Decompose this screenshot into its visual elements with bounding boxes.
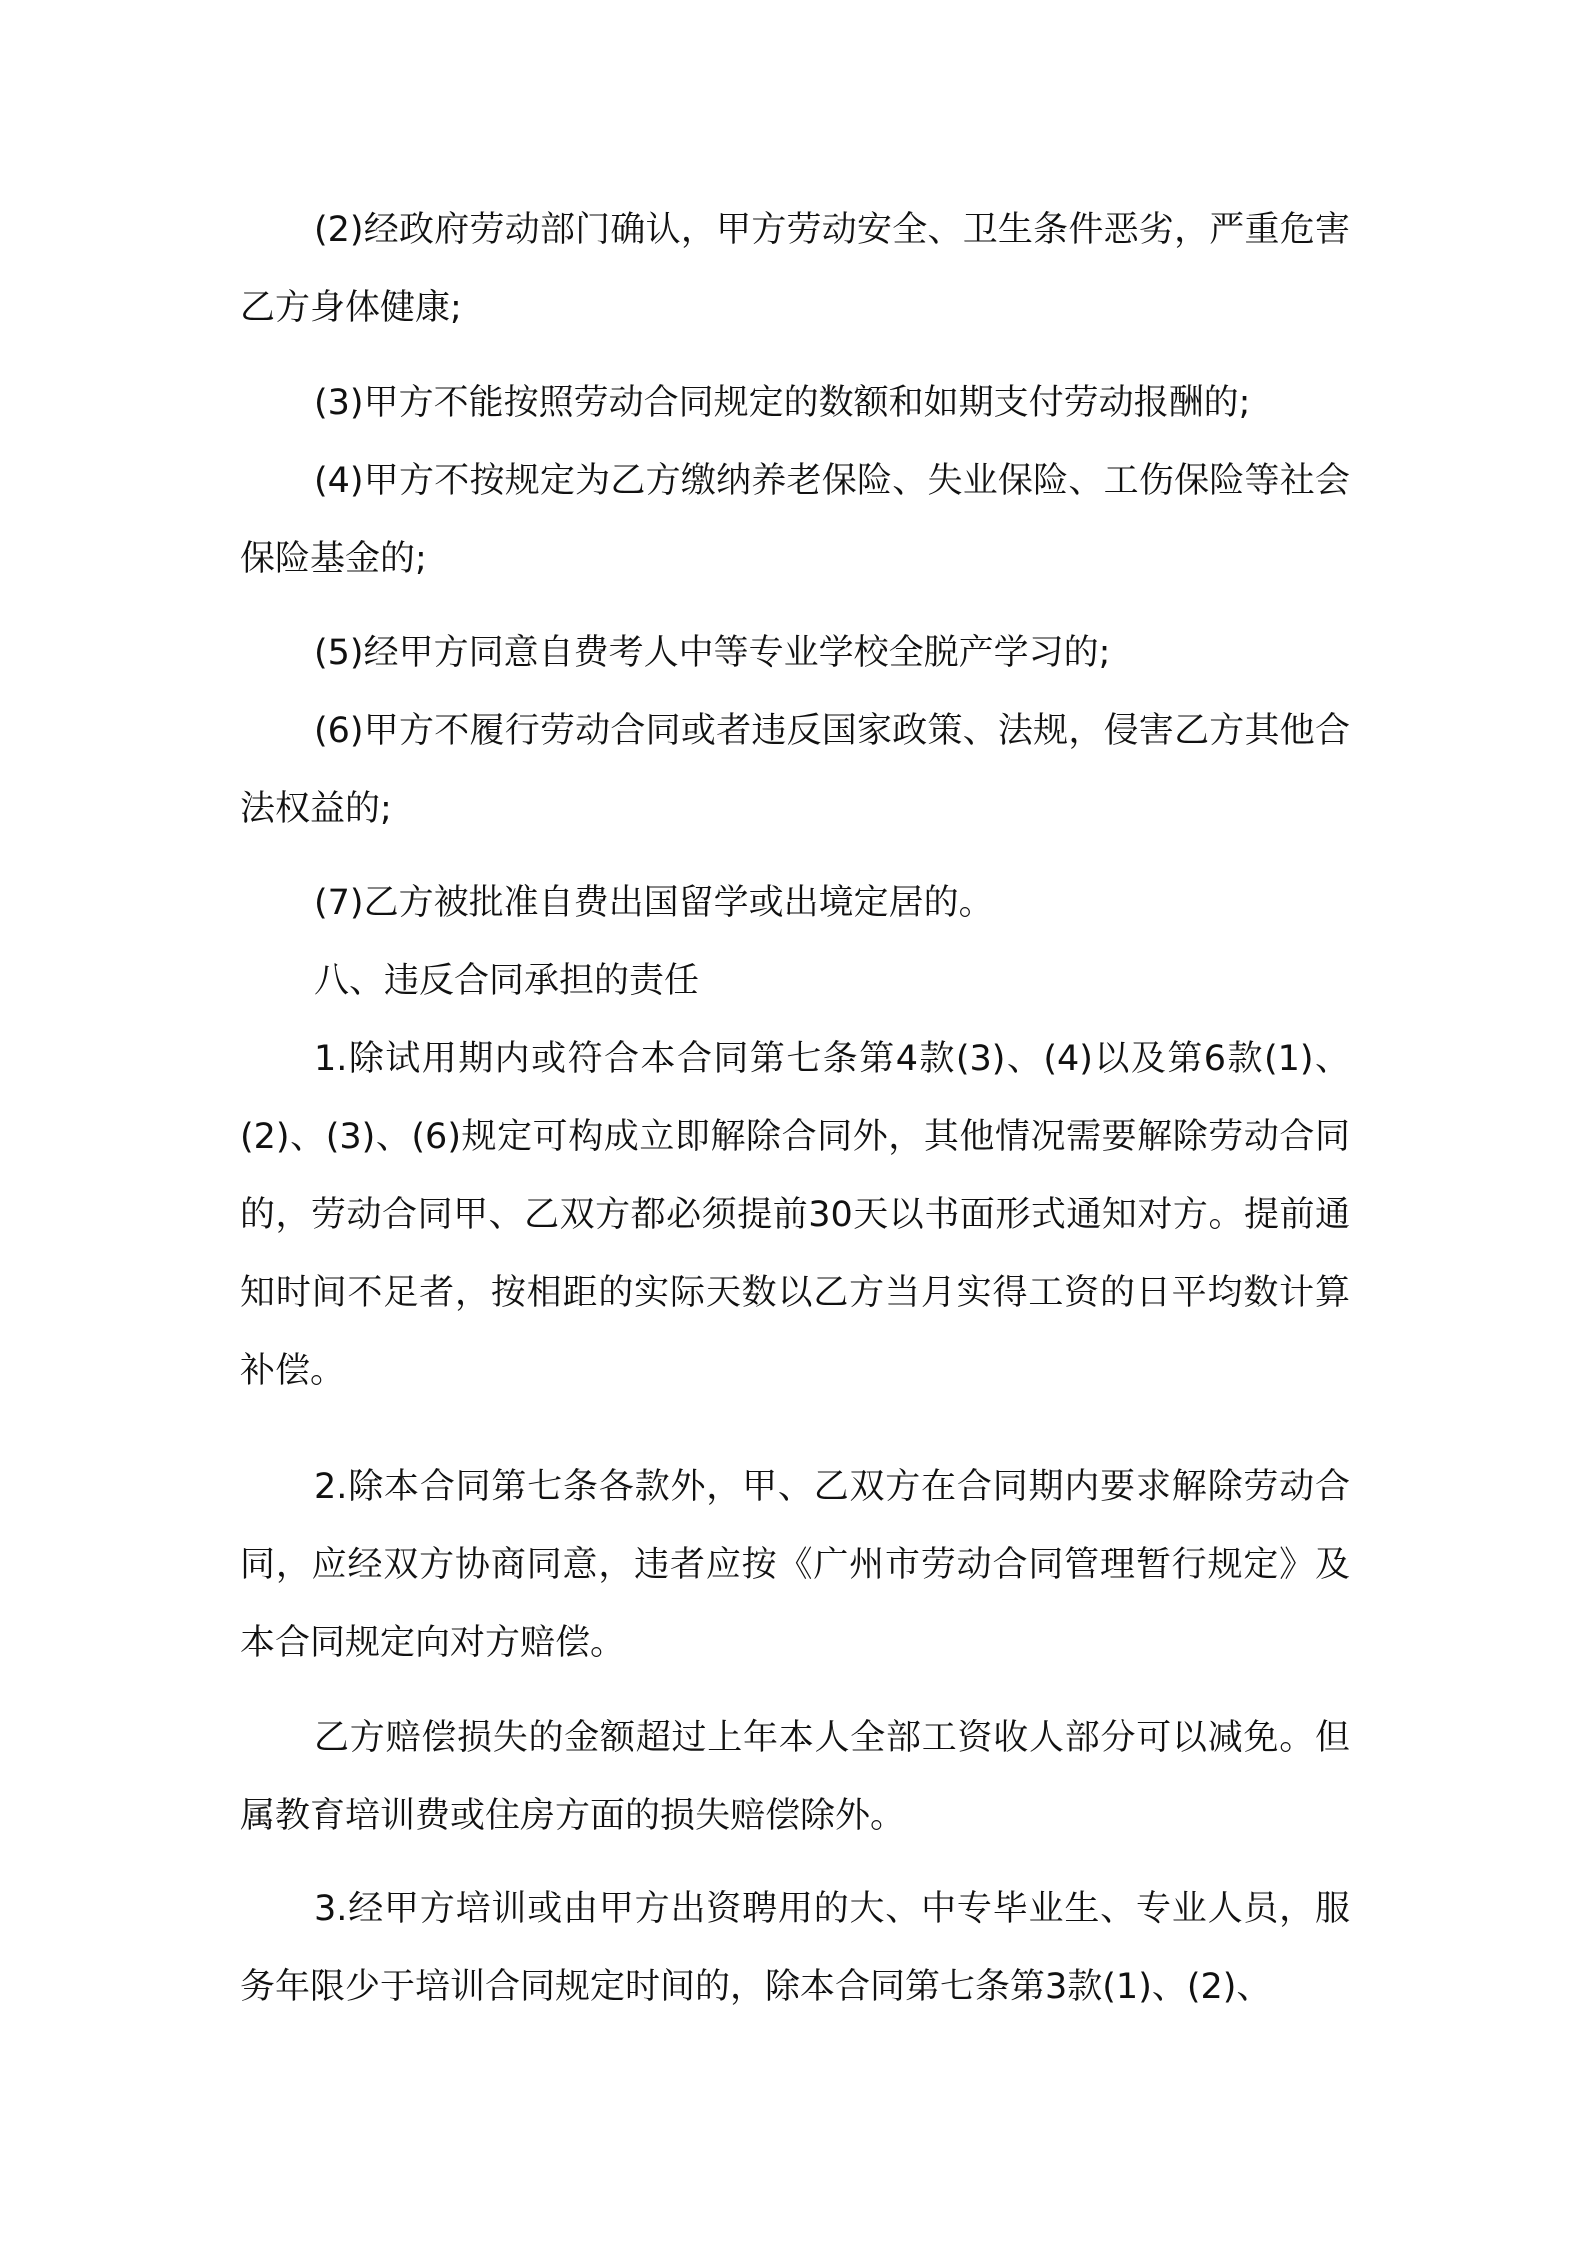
paragraph-clause-7-7: (7)乙方被批准自费出国留学或出境定居的。 bbox=[314, 883, 994, 923]
paragraph-clause-7-5: (5)经甲方同意自费考人中等专业学校全脱产学习的; bbox=[314, 633, 1111, 673]
paragraph-clause-7-3: (3)甲方不能按照劳动合同规定的数额和如期支付劳动报酬的; bbox=[314, 383, 1251, 423]
paragraph-clause-8-3: 3.经甲方培训或由甲方出资聘用的大、中专毕业生、专业人员，服务年限少于培训合同规定时间的，除本合同第七条第3款(1)、(2)、 bbox=[240, 1889, 1350, 2007]
paragraph-clause-7-2: (2)经政府劳动部门确认，甲方劳动安全、卫生条件恶劣，严重危害乙方身体健康; bbox=[240, 210, 1350, 328]
paragraph-clause-8-2: 2.除本合同第七条各款外，甲、乙双方在合同期内要求解除劳动合同，应经双方协商同意，违者应按《广州市劳动合同管理暂行规定》及本合同规定向对方赔偿。 bbox=[240, 1467, 1350, 1663]
paragraph-clause-7-4: (4)甲方不按规定为乙方缴纳养老保险、失业保险、工伤保险等社会保险基金的; bbox=[240, 461, 1350, 579]
paragraph-clause-8-2-note: 乙方赔偿损失的金额超过上年本人全部工资收人部分可以减免。但属教育培训费或住房方面的损失赔偿除外。 bbox=[240, 1718, 1350, 1836]
paragraph-clause-7-6: (6)甲方不履行劳动合同或者违反国家政策、法规，侵害乙方其他合法权益的; bbox=[240, 711, 1350, 829]
section-heading-8: 八、违反合同承担的责任 bbox=[314, 961, 700, 1001]
paragraph-clause-8-1: 1.除试用期内或符合本合同第七条第4款(3)、(4)以及第6款(1)、(2)、(3)、(6)规定可构成立即解除合同外，其他情况需要解除劳动合同的，劳动合同甲、乙双方都必须提前30天以书面形式通知对方。提前通知时间不足者，按相距的实际天数以乙方当月实得工资的日平均数计算补偿。 bbox=[240, 1039, 1350, 1391]
